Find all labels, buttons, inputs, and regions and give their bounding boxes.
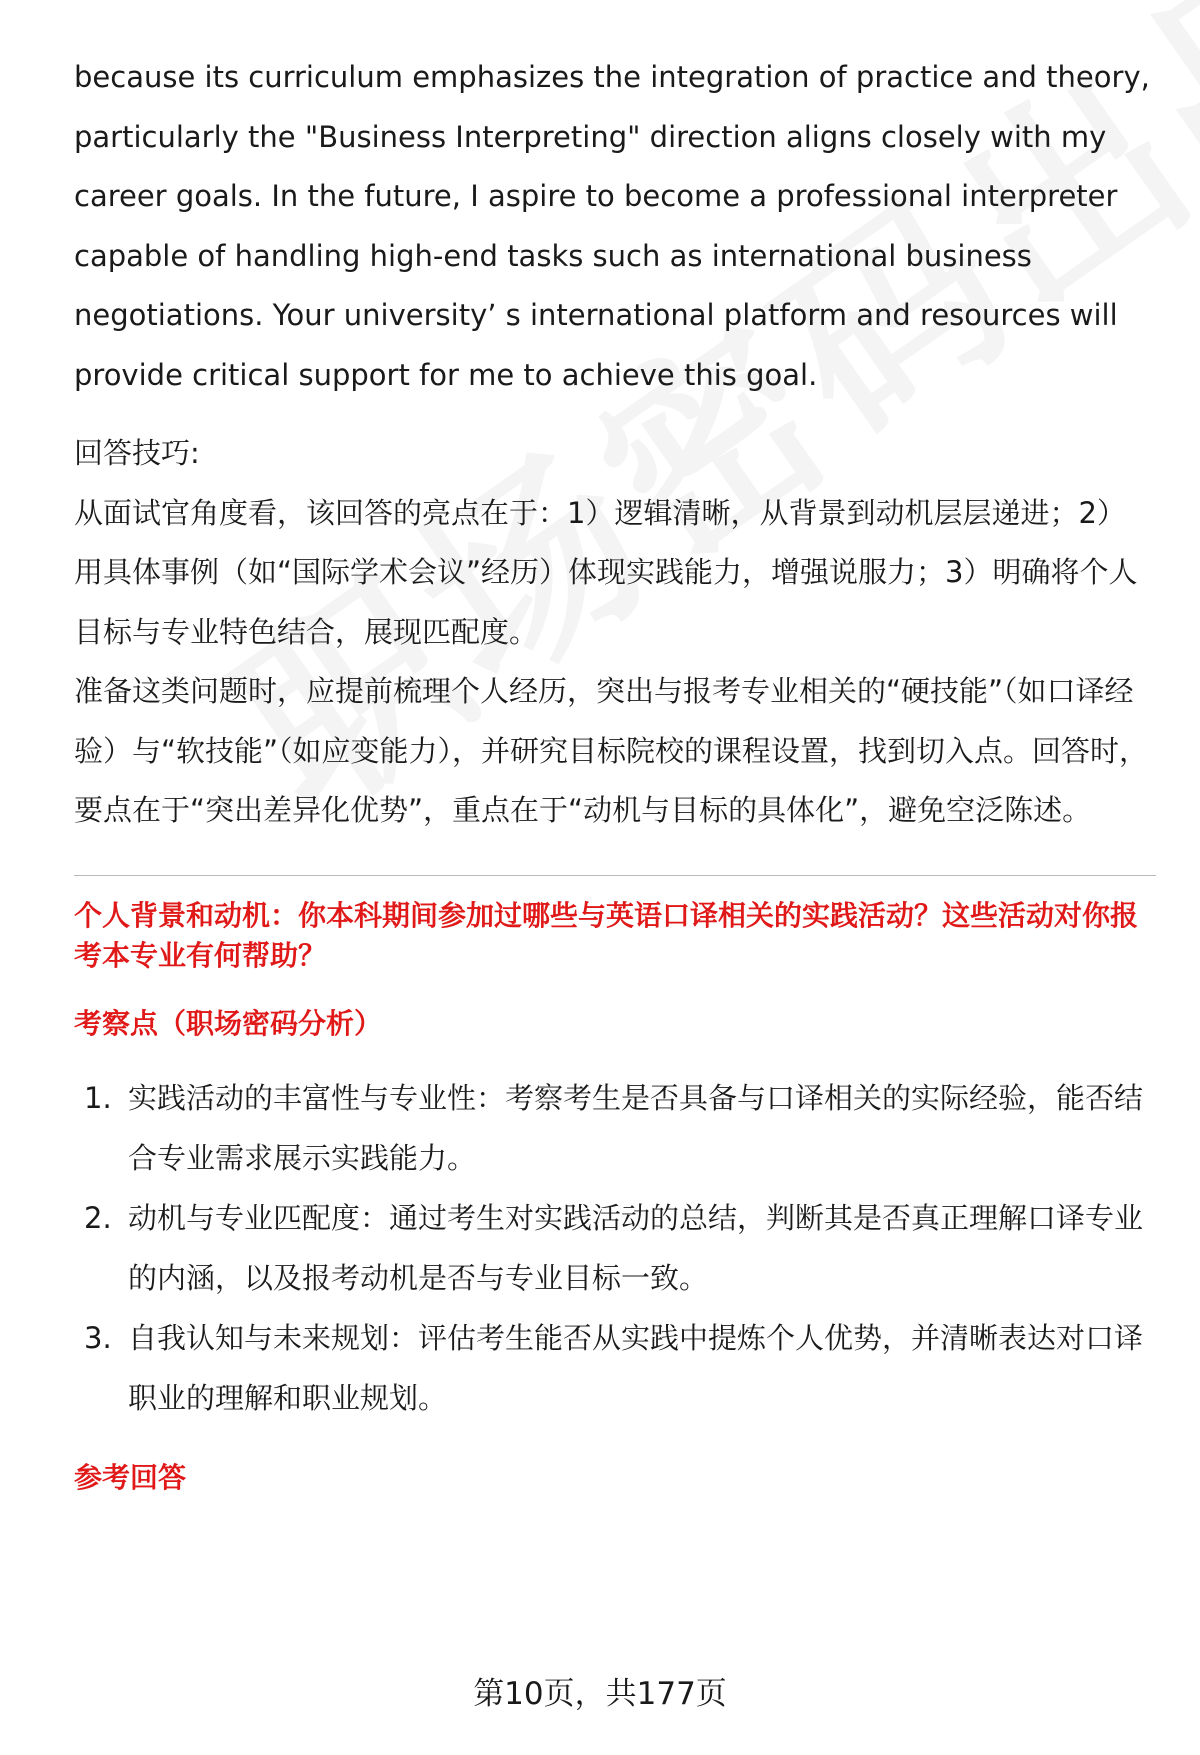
assessment-list [74,1068,1154,1428]
reference-answer-heading: 参考回答 [74,1460,187,1494]
tips-title: 回答技巧: [74,436,200,470]
tips-paragraph-1: 从面试官角度看，该回答的亮点在于：1）逻辑清晰，从背景到动机层层递进；2）用具体事例（如“国际学术会议”经历）体现实践能力，增强说服力；3）明确将个人目标与专业特色结合，展现匹配度。 [74,495,1138,649]
assessment-item-number: 2. [84,1200,112,1235]
answer-paragraph: because its curriculum emphasizes the integration of practice and theory, particularly the "Business Interpreting" direction aligns closely with my career goals. In the future, I aspire to become a professional interpreter capable of handling high-end tasks such as international business negotiations. Your university’ s international platform and resources will provide critical support for me to achieve this goal. [74,60,1150,392]
assessment-item [74,1068,1154,1188]
assessment-item-text: 自我认知与未来规划：评估考生能否从实践中提炼个人优势，并清晰表达对口译职业的理解和职业规划。 [128,1320,1144,1415]
section-divider [74,875,1156,876]
tips-paragraph-2: 准备这类问题时，应提前梳理个人经历，突出与报考专业相关的“硬技能”（如口译经验）与“软技能”（如应变能力），并研究目标院校的课程设置，找到切入点。回答时，要点在于“突出差异化优势”，重点在于“动机与目标的具体化”，避免空泛陈述。 [74,674,1149,827]
assessment-item [74,1308,1154,1428]
page-number-footer: 第10页，共177页 [473,1676,727,1712]
assessment-item-number: 3. [84,1320,112,1355]
question-heading: 个人背景和动机：你本科期间参加过哪些与英语口译相关的实践活动？这些活动对你报考本专业有何帮助？ [74,898,1139,972]
assessment-heading: 考察点（职场密码分析） [74,1006,383,1040]
page-content [74,48,1154,1498]
assessment-item-text: 动机与专业匹配度：通过考生对实践活动的总结，判断其是否真正理解口译专业的内涵，以及报考动机是否与专业目标一致。 [128,1200,1144,1295]
assessment-item-number: 1. [84,1080,112,1115]
assessment-item [74,1188,1154,1308]
assessment-item-text: 实践活动的丰富性与专业性：考察考生是否具备与口译相关的实际经验，能否结合专业需求展示实践能力。 [128,1080,1144,1175]
